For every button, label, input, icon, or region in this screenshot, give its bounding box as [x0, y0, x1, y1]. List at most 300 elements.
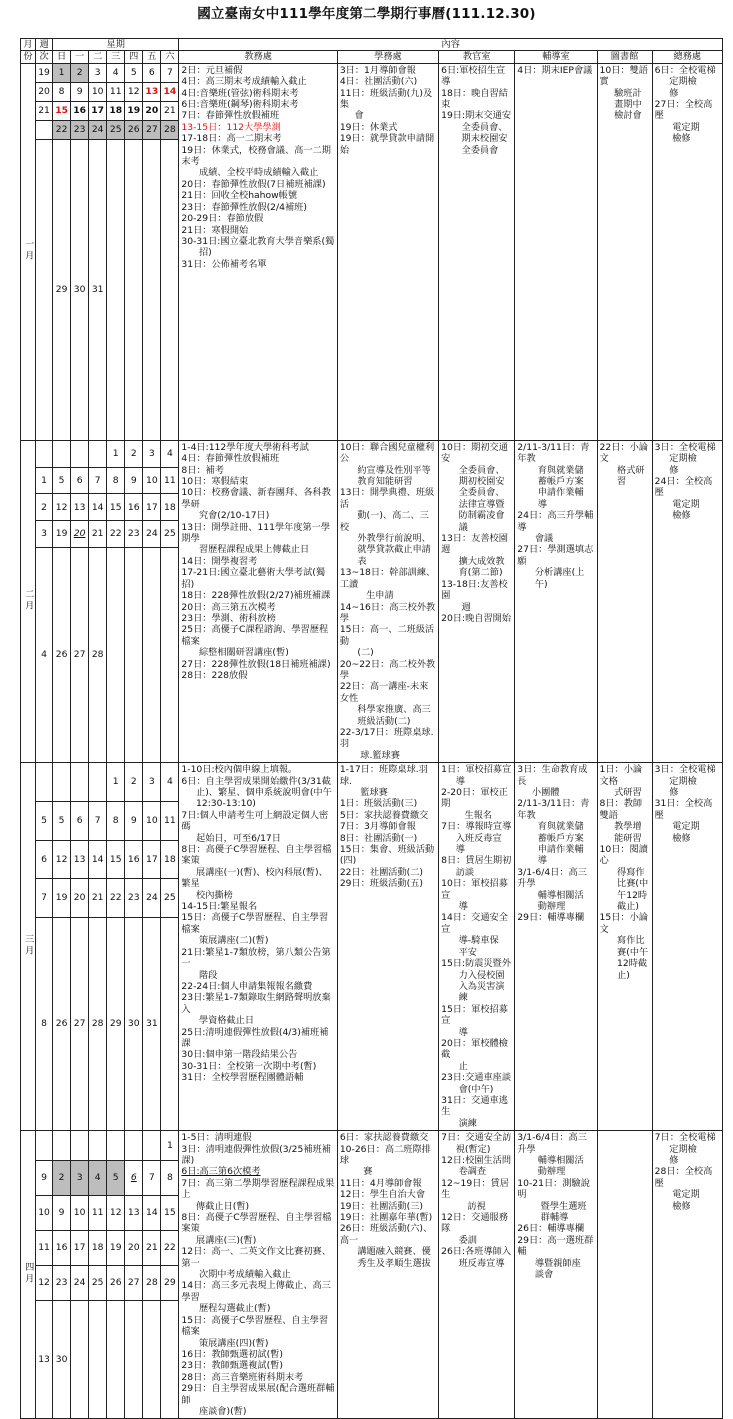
week-number: 13 [36, 1301, 53, 1419]
event-item: 15日：軍校招募宣 導 [441, 1003, 508, 1038]
week-number: 7 [36, 879, 53, 918]
day-cell: 8 [53, 82, 71, 101]
day-cell [89, 763, 107, 802]
event-item: 16日：教師甄選初試(暫) [181, 1348, 283, 1360]
event-item: 4日：期末IEP會議 [517, 64, 593, 76]
event-item: 15日：集會、班級活動(四) [339, 844, 435, 867]
day-cell: 24 [89, 120, 107, 139]
event-item: 12日：交通服務隊 委訓 [441, 1212, 508, 1246]
event-item: 12日：學生自治大會 [339, 1189, 426, 1201]
event-item: 2-20日：軍校正期 生報名 [441, 787, 508, 821]
day-cell: 8 [107, 467, 125, 494]
day-cell: 12 [125, 82, 143, 101]
day-cell: 28 [89, 917, 107, 1130]
day-cell: 11 [89, 1196, 107, 1231]
event-item: 27日：全校高壓 電定期 檢修 [654, 99, 713, 145]
event-item: 3日：清明連假彈性放假(3/25補班補課) [181, 1143, 331, 1166]
event-item: 20-29日：春節放假 [181, 213, 264, 225]
day-cell: 18 [161, 494, 179, 521]
day-cell [89, 1301, 107, 1419]
event-item: 28日：全校高壓 電定期 檢修 [654, 1166, 713, 1212]
day-cell: 18 [161, 840, 179, 879]
event-item: 13日：友善校園週 擴大成效教 育(第二節) [441, 533, 508, 579]
event-item: 10-21日：測驗說明 暨學生選班 群輔導 [517, 1177, 590, 1224]
day-cell: 24 [143, 521, 161, 548]
event-item: 13~18日：幹部訓練、工讀 生申請 [339, 567, 436, 602]
week-number: 20 [36, 82, 53, 101]
day-cell: 14 [161, 82, 179, 101]
day-cell: 12 [53, 494, 71, 521]
day-cell: 6 [71, 801, 89, 840]
day-cell [143, 547, 161, 762]
day-cell [125, 547, 143, 762]
event-item: 1-4日:112學年度大學術科考試 [181, 441, 309, 453]
event-item: 13-18日:友善校園 週 [441, 578, 508, 613]
event-item: 4日：春節彈性放假補班 [181, 453, 280, 465]
day-cell: 4 [161, 440, 179, 467]
day-cell: 15 [53, 101, 71, 120]
day-cell: 12 [107, 1196, 125, 1231]
week-number: 21 [36, 101, 53, 120]
day-cell [89, 1131, 107, 1161]
month-label [21, 440, 36, 762]
day-cell: 17 [143, 494, 161, 521]
event-item: 29日：輔導專欄 [517, 912, 585, 924]
event-item: 6日:音樂班(鋼琴)術科期末考 [181, 99, 299, 111]
office-header-5: 總務處 [652, 51, 722, 63]
event-item: 31日：公佈補考名單 [181, 258, 267, 270]
day-cell [125, 139, 143, 440]
event-item: 15日：高優子C學習歷程、自主學習檔案 策展講座(二)(暫) [181, 912, 329, 947]
week-number [36, 763, 53, 802]
day-cell [53, 1131, 71, 1161]
day-cell: 30 [125, 917, 143, 1130]
day-cell: 26 [53, 547, 71, 762]
event-item: 22日：社團活動(二) [339, 866, 423, 878]
day-cell: 15 [161, 1196, 179, 1231]
day-cell: 7 [161, 63, 179, 82]
day-cell: 3 [143, 440, 161, 467]
event-item: 19日：就學貸款申請開始 [339, 133, 435, 156]
events-5 [652, 1131, 722, 1419]
event-item: 1-17日：班際桌球.羽球. 籃球賽 [339, 764, 428, 798]
day-cell: 25 [161, 521, 179, 548]
day-cell [71, 1301, 89, 1419]
week-number: 4 [36, 547, 53, 762]
event-item: 10日：期初交通安 全委員會、 期初校園安 全委員會、 法律宣導暨 防制霸凌會 議 [441, 441, 508, 533]
day-cell [125, 1301, 143, 1419]
event-item: 19日:期末交通安 全委員會、 期末校園安 全委員會 [441, 110, 512, 156]
week-row [21, 440, 723, 467]
event-item: 8日：賃居生期初 訪談 [441, 855, 512, 878]
month-header: 月 [21, 39, 36, 51]
day-cell: 24 [143, 879, 161, 918]
day-cell: 9 [125, 801, 143, 840]
event-item: 15日：高優子C學習歷程、自主學習檔案 策展講座(四)(暫) [181, 1314, 329, 1349]
week-number: 6 [36, 840, 53, 879]
day-cell: 14 [143, 1196, 161, 1231]
weekday-header-0: 日 [53, 51, 71, 63]
day-cell: 10 [89, 82, 107, 101]
event-item: 24日：高三升學輔導 會議 [517, 510, 594, 545]
day-cell: 20 [71, 879, 89, 918]
event-item: 10日：閱讀心 得寫作 比賽(中 午12時 截止) [599, 844, 649, 913]
weekday-header-1: 一 [71, 51, 89, 63]
day-cell: 27 [125, 1266, 143, 1301]
event-item: 10日：聯合國兒童權利公 約宣導及性別平等 教育知能研習 [339, 441, 435, 488]
event-item: 25日：高優子C課程諮詢、學習歷程檔案 綜整相關研習講座(暫) [181, 624, 329, 659]
event-item: 21日：寒假開始 [181, 224, 249, 236]
event-item: 11日：班級活動(九)及集 會 [339, 87, 433, 122]
event-item: 30-31日：全校第一次期中考(暫) [181, 1060, 317, 1072]
week-number: 3 [36, 521, 53, 548]
event-item: 7日：導報時宣導 入班反毒宣 導 [441, 821, 512, 856]
day-cell: 14 [89, 494, 107, 521]
weekday-group-header: 星期 [53, 39, 179, 51]
event-item: 5日：家扶認養費繳交 [339, 809, 429, 821]
event-item: 13日：開學典禮、班級活 動(一)、高二、三校 外教學行前說明、 就學貸款截止申請 表 [339, 487, 435, 567]
week-number: 11 [36, 1231, 53, 1266]
week-row [21, 763, 723, 802]
day-cell: 20 [71, 521, 89, 548]
event-item: 15日：小論文 寫作比 賽(中午 12時截 止) [599, 912, 649, 981]
events-3 [515, 63, 597, 440]
day-cell: 11 [107, 82, 125, 101]
day-cell: 2 [53, 1161, 71, 1196]
event-item: 29日：高一選班群輔 導暨親師座 談會 [517, 1234, 594, 1281]
event-item: 3/1-6/4日：高三升學 輔導相關活 動辦理 [517, 1132, 587, 1178]
event-item: 20日：高三第五次模考 [181, 601, 276, 613]
day-cell: 26 [53, 917, 71, 1130]
day-cell [107, 547, 125, 762]
events-5 [652, 63, 722, 440]
content-group-header: 內容 [179, 39, 723, 51]
day-cell [53, 763, 71, 802]
month-name: 四月 [22, 1261, 34, 1285]
event-item: 7日：全校電梯 定期檢 修 [654, 1132, 716, 1166]
day-cell: 5 [53, 801, 71, 840]
events-0 [179, 440, 337, 762]
office-header-1: 學務處 [337, 51, 438, 63]
week-header-2: 次 [36, 51, 53, 63]
day-cell: 25 [161, 879, 179, 918]
event-item: 23日：學測、術科放榜 [181, 612, 276, 624]
events-2 [439, 440, 515, 762]
event-item: 2/11-3/11日：青年教 育與就業儲 蓄帳戶方案 申請作業輔 導 [517, 441, 590, 510]
day-cell: 18 [89, 1231, 107, 1266]
day-cell: 10 [71, 1196, 89, 1231]
day-cell: 16 [71, 101, 89, 120]
day-cell: 9 [125, 467, 143, 494]
day-cell [71, 1131, 89, 1161]
event-item: 3/1-6/4日：高三升學 輔導相關活 動辦理 [517, 866, 587, 913]
day-cell [161, 1301, 179, 1419]
event-item: 23日：春節彈性放假(2/4補班) [181, 201, 307, 213]
week-number [36, 139, 53, 440]
event-item: 7日：3月導師會報 [339, 821, 416, 833]
day-cell: 1 [53, 63, 71, 82]
day-cell: 4 [161, 763, 179, 802]
week-number [36, 1131, 53, 1161]
event-item: 30-31日:國立臺北教育大學音樂系(獨 招) [181, 235, 335, 259]
day-cell: 15 [107, 840, 125, 879]
day-cell: 20 [125, 1231, 143, 1266]
day-cell: 10 [143, 467, 161, 494]
day-cell: 2 [125, 440, 143, 467]
day-cell: 25 [107, 120, 125, 139]
day-cell: 16 [125, 840, 143, 879]
office-header-2: 教官室 [439, 51, 515, 63]
day-cell: 31 [143, 917, 161, 1130]
event-item: 19日：休業式，校務會議、高一二期末考 成績、全校平時成績輸入截止 [181, 144, 331, 179]
day-cell: 28 [143, 1266, 161, 1301]
day-cell [143, 1131, 161, 1161]
event-item: 10日：雙語實 驗班計 畫期中 檢討會 [599, 64, 648, 122]
day-cell: 27 [71, 547, 89, 762]
event-item: 26日：班級活動(六)、高一 講題融入競賽、優 秀生及孝順生選拔 [339, 1223, 433, 1269]
events-3 [515, 763, 597, 1131]
events-5 [652, 440, 722, 762]
day-cell [143, 1301, 161, 1419]
event-item: 7日：交通安全訪 視(暫定) [441, 1132, 512, 1155]
day-cell: 13 [71, 840, 89, 879]
events-4 [597, 440, 652, 762]
day-cell: 6 [143, 63, 161, 82]
day-cell: 9 [53, 1196, 71, 1231]
events-4 [597, 1131, 652, 1419]
day-cell: 21 [89, 521, 107, 548]
day-cell: 6 [71, 467, 89, 494]
event-item: 15日:防震災暨外 力入侵校園 入為災害演 練 [441, 958, 512, 1004]
day-cell: 28 [161, 120, 179, 139]
day-cell: 8 [161, 1161, 179, 1196]
day-cell: 2 [125, 763, 143, 802]
events-3 [515, 440, 597, 762]
header-row-bottom [21, 51, 723, 63]
day-cell: 23 [125, 879, 143, 918]
event-item: 18日：228彈性放假(2/27)補班補課 [181, 590, 331, 602]
event-item: 4日：社團活動(六) [339, 76, 418, 88]
week-header: 週 [36, 39, 53, 51]
event-item: 10日：校務會議、新春團拜、各科教學研 究會(2/10-17日) [181, 487, 331, 522]
weekday-header-2: 二 [89, 51, 107, 63]
event-item: 8日：高優子C學習歷程、自主學習檔案策 展講座(三)(暫) [181, 1212, 332, 1246]
day-cell: 4 [89, 1161, 107, 1196]
day-cell: 5 [107, 1161, 125, 1196]
day-cell: 19 [125, 101, 143, 120]
event-item: 2日：元旦補假 [181, 64, 243, 76]
event-item: 24日：全校高壓 電定期 檢修 [654, 476, 713, 522]
day-cell: 28 [89, 547, 107, 762]
events-0 [179, 763, 337, 1131]
event-item: 15日：高一、二班級活動 (二) [339, 624, 435, 659]
week-number [36, 120, 53, 139]
event-item: 12~19日：賃居生 訪視 [441, 1177, 509, 1212]
day-cell [107, 1131, 125, 1161]
day-cell: 30 [71, 139, 89, 440]
page-title: 國立臺南女中111學年度第二學期行事曆(111.12.30) [197, 6, 536, 22]
calendar-table [20, 38, 723, 1419]
event-item: 20~22日：高二校外教學 [339, 658, 436, 681]
week-row [21, 63, 723, 82]
day-cell: 3 [71, 1161, 89, 1196]
day-cell: 31 [89, 139, 107, 440]
month-label [21, 63, 36, 440]
day-cell: 10 [143, 801, 161, 840]
events-0 [179, 1131, 337, 1419]
day-cell [161, 547, 179, 762]
day-cell: 2 [71, 63, 89, 82]
events-2 [439, 1131, 515, 1419]
event-item: 4日：高三期末考成績輸入截止 [181, 76, 307, 88]
events-2 [439, 763, 515, 1131]
month-label [21, 763, 36, 1131]
day-cell [53, 440, 71, 467]
office-header-3: 輔導室 [515, 51, 597, 63]
office-header-0: 教務處 [179, 51, 337, 63]
event-item: 7日：春節彈性放假補班 [181, 110, 280, 122]
events-1 [337, 763, 438, 1131]
month-name: 二月 [22, 588, 34, 611]
event-item: 12日:校園生活問 卷調查 [441, 1155, 512, 1178]
day-cell: 11 [161, 467, 179, 494]
day-cell: 19 [53, 879, 71, 918]
office-header-4: 圖書館 [597, 51, 652, 63]
event-item: 28日：高三音樂班術科期末考 [181, 1371, 304, 1383]
week-number [36, 440, 53, 467]
event-item: 4日:音樂班(管弦)術科期末考 [181, 87, 299, 99]
day-cell [107, 1301, 125, 1419]
day-cell: 22 [107, 521, 125, 548]
events-4 [597, 763, 652, 1131]
day-cell: 5 [53, 467, 71, 494]
weekday-header-6: 六 [161, 51, 179, 63]
events-4 [597, 63, 652, 440]
day-cell: 16 [53, 1231, 71, 1266]
event-item: 3日：1月導師會報 [339, 64, 416, 76]
event-item: 23日:交通車座談 會(中午) [441, 1072, 512, 1095]
events-1 [337, 63, 438, 440]
event-item: 13-15日：112大學學測 [181, 121, 281, 133]
events-3 [515, 1131, 597, 1419]
event-item: 1日：小論文格 式研習 [599, 764, 643, 798]
event-item: 6日：全校電梯 定期檢 修 [654, 64, 716, 99]
day-cell: 17 [71, 1231, 89, 1266]
day-cell: 3 [89, 63, 107, 82]
event-item: 10-26日：高二班際排球 賽 [339, 1143, 431, 1178]
day-cell: 6 [125, 1161, 143, 1196]
event-item: 19日：休業式 [339, 121, 398, 133]
day-cell: 27 [71, 917, 89, 1130]
day-cell: 1 [161, 1131, 179, 1161]
day-cell: 21 [161, 101, 179, 120]
event-item: 31日：全校學習歷程團體語輔 [181, 1072, 304, 1084]
event-item: 2/11-3/11日：青年教 育與就業儲 蓄帳戶方案 申請作業輔 導 [517, 798, 590, 867]
day-cell: 14 [89, 840, 107, 879]
day-cell [143, 139, 161, 440]
day-cell: 26 [107, 1266, 125, 1301]
event-item: 6日：自主學習成果開始繳件(3/31截 止)、繁星、個申系統說明會(中午 12:30-13:10) [181, 775, 332, 810]
day-cell: 13 [125, 1196, 143, 1231]
day-cell: 18 [107, 101, 125, 120]
event-item: 21日:繁星1-7類放榜，第八類公告第一 階段 [181, 946, 331, 981]
day-cell: 1 [107, 440, 125, 467]
day-cell: 26 [125, 120, 143, 139]
event-item: 17-21日:國立臺北藝術大學考試(獨招) [181, 567, 326, 590]
event-item: 20日：軍校體檢截 止 [441, 1037, 508, 1072]
day-cell: 21 [143, 1231, 161, 1266]
day-cell: 12 [53, 840, 71, 879]
event-item: 3日：生命教育成長 小團體 [517, 764, 588, 798]
day-cell: 29 [53, 139, 71, 440]
event-item: 14~16日：高三校外教學 [339, 601, 436, 624]
day-cell: 7 [89, 801, 107, 840]
event-item: 11日：4月導師會報 [339, 1177, 422, 1189]
day-cell [107, 139, 125, 440]
day-cell: 21 [89, 879, 107, 918]
event-item: 8日：高優子C學習歷程、自主學習檔案策 展講座(一)(暫)、校內科展(暫)、繁星 校內撕榜 [181, 844, 332, 901]
day-cell: 13 [143, 82, 161, 101]
day-cell: 30 [53, 1301, 71, 1419]
event-item: 30日:個申第一階段結果公告 [181, 1049, 298, 1061]
day-cell: 5 [125, 63, 143, 82]
day-cell: 9 [71, 82, 89, 101]
event-item: 29日：班級活動(五) [339, 878, 423, 890]
event-item: 23日:繁星1-7類錄取生網路聲明放棄入 學資格截止日 [181, 992, 331, 1027]
day-cell: 27 [143, 120, 161, 139]
day-cell: 22 [107, 879, 125, 918]
day-cell [89, 440, 107, 467]
event-item: 14日：開學複習考 [181, 555, 258, 567]
week-number: 8 [36, 917, 53, 1130]
day-cell [161, 917, 179, 1130]
event-item: 6日:高三第6次模考 [181, 1166, 261, 1178]
event-item: 12日：高一、二英文作文比賽初賽、第一 次期中考成績輸入截止 [181, 1246, 331, 1281]
day-cell [161, 139, 179, 440]
day-cell: 11 [161, 801, 179, 840]
week-number: 19 [36, 63, 53, 82]
day-cell: 23 [53, 1266, 71, 1301]
week-number: 1 [36, 467, 53, 494]
events-1 [337, 1131, 438, 1419]
week-number: 12 [36, 1266, 53, 1301]
day-cell: 25 [89, 1266, 107, 1301]
month-name: 三月 [22, 933, 34, 957]
events-0 [179, 63, 337, 440]
day-cell: 29 [161, 1266, 179, 1301]
day-cell: 29 [107, 917, 125, 1130]
day-cell [125, 1131, 143, 1161]
event-item: 10日：軍校招募宣 導 [441, 878, 508, 913]
event-item: 27日：學測選填志願 分析講座(上 午) [517, 544, 594, 590]
week-row [21, 1131, 723, 1161]
event-item: 7日：高三第二學期學習歷程課程成果上 傳截止日(暫) [181, 1177, 335, 1212]
event-item: 20日：春節彈性放假(7日補班補課) [181, 178, 326, 190]
weekday-header-5: 五 [143, 51, 161, 63]
event-item: 20日:晚自習開始 [441, 612, 512, 624]
day-cell: 22 [161, 1231, 179, 1266]
event-item: 3日：全校電梯 定期檢 修 [654, 764, 716, 798]
event-item: 3日：全校電梯 定期檢 修 [654, 441, 716, 476]
day-cell: 16 [125, 494, 143, 521]
month-name: 一月 [22, 238, 34, 262]
day-cell [71, 440, 89, 467]
month-header-2: 份 [21, 51, 36, 63]
event-item: 6日：家扶認養費繳交 [339, 1132, 429, 1144]
event-item: 29日：自主學習成果展(配合選班群輔師 座談會)(暫) [181, 1383, 335, 1417]
day-cell [71, 763, 89, 802]
event-item: 19日：社團嘉年華(暫) [339, 1212, 433, 1224]
